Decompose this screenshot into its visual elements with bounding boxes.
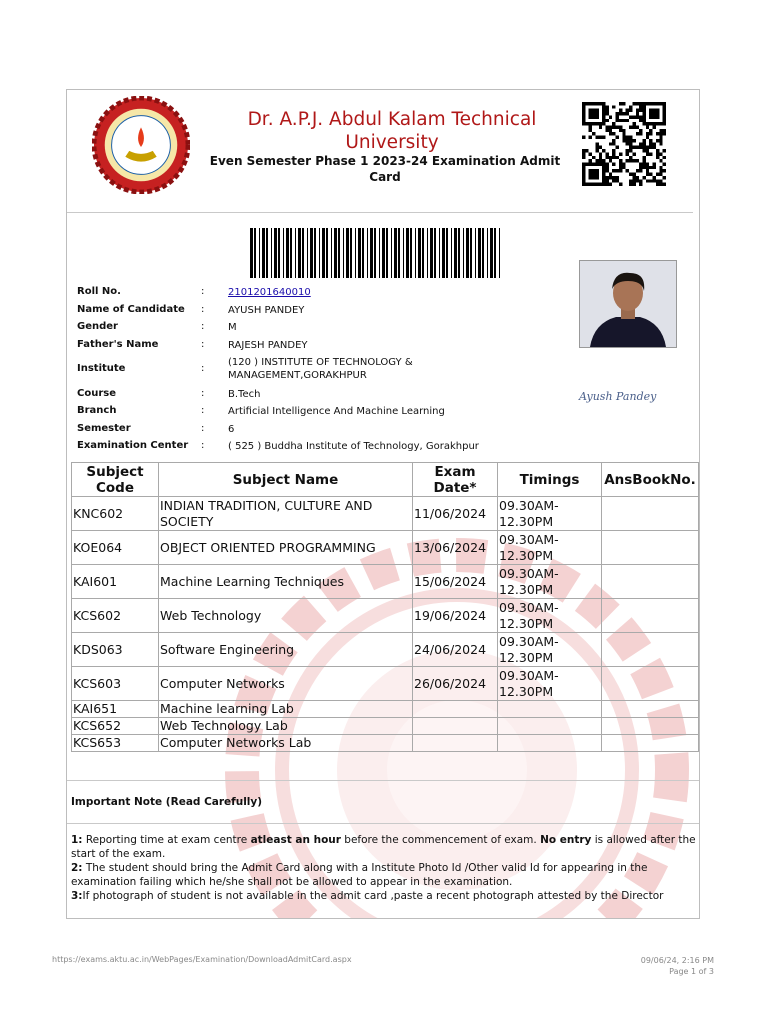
exam-timing: 09.30AM-12.30PM: [498, 565, 602, 599]
roll-no-link[interactable]: 2101201640010: [228, 287, 311, 298]
col-timings: Timings: [498, 463, 602, 497]
note-divider: [67, 823, 700, 824]
exam-date: [413, 735, 498, 752]
subject-name: INDIAN TRADITION, CULTURE AND SOCIETY: [159, 497, 413, 531]
candidate-name-value: AYUSH PANDEY: [228, 305, 305, 316]
colon: :: [201, 405, 205, 416]
candidate-signature: Ayush Pandey: [579, 390, 657, 403]
semester-value: 6: [228, 424, 235, 435]
candidate-photo: [579, 260, 677, 348]
note-emphasis: No entry: [540, 834, 592, 846]
subject-name: Web Technology Lab: [159, 718, 413, 735]
note-2: [71, 861, 697, 889]
roll-barcode: [248, 228, 506, 278]
important-note-heading: Important Note (Read Carefully): [71, 796, 263, 808]
note-text: is allowed after the start of the exam.: [71, 834, 696, 860]
father-name-label: Father's Name: [77, 339, 159, 350]
note-3: [71, 889, 697, 903]
exam-date: [413, 701, 498, 718]
table-header-row: [72, 463, 699, 497]
institute-value: (120 ) INSTITUTE OF TECHNOLOGY & MANAGEMENT,GORAKHPUR: [228, 357, 413, 381]
subject-code: KOE064: [72, 531, 159, 565]
subject-code: KCS603: [72, 667, 159, 701]
colon: :: [201, 440, 205, 451]
father-name-value: RAJESH PANDEY: [228, 340, 308, 351]
ansbook-no: [602, 531, 699, 565]
university-name: Dr. A.P.J. Abdul Kalam Technical University: [247, 109, 537, 153]
colon: :: [201, 363, 205, 374]
ansbook-no: [602, 701, 699, 718]
university-logo: [92, 96, 190, 194]
subject-code: KNC602: [72, 497, 159, 531]
important-notes: [71, 833, 697, 903]
exam-date: 15/06/2024: [413, 565, 498, 599]
exam-date: 26/06/2024: [413, 667, 498, 701]
subject-code: KCS653: [72, 735, 159, 752]
table-row: [72, 718, 699, 735]
subject-code: KDS063: [72, 633, 159, 667]
subject-name: Software Engineering: [159, 633, 413, 667]
exam-timing: [498, 735, 602, 752]
ansbook-no: [602, 633, 699, 667]
subject-name: Machine Learning Techniques: [159, 565, 413, 599]
colon: :: [201, 321, 205, 332]
ansbook-no: [602, 565, 699, 599]
page-number: Page 1 of 3: [669, 967, 714, 976]
exam-date: [413, 718, 498, 735]
course-value: B.Tech: [228, 389, 261, 400]
exam-timing: 09.30AM-12.30PM: [498, 497, 602, 531]
subject-code: KAI651: [72, 701, 159, 718]
exam-date: 24/06/2024: [413, 633, 498, 667]
exam-timing: 09.30AM-12.30PM: [498, 667, 602, 701]
exam-timing: 09.30AM-12.30PM: [498, 599, 602, 633]
col-subject-code: Subject Code: [72, 463, 159, 497]
roll-no-label: Roll No.: [77, 286, 121, 297]
col-exam-date: Exam Date*: [413, 463, 498, 497]
ansbook-no: [602, 497, 699, 531]
ansbook-no: [602, 735, 699, 752]
table-row: [72, 599, 699, 633]
table-row: [72, 633, 699, 667]
admit-card: [66, 89, 700, 919]
colon: :: [201, 286, 205, 297]
table-row: [72, 735, 699, 752]
subject-code: KAI601: [72, 565, 159, 599]
note-text: before the commencement of exam.: [340, 834, 541, 846]
colon: :: [201, 339, 205, 350]
subjects-table: [71, 462, 699, 752]
exam-title: Even Semester Phase 1 2023-24 Examination Admit Card: [209, 154, 561, 184]
institute-label: Institute: [77, 363, 126, 374]
table-divider: [67, 780, 700, 781]
gender-label: Gender: [77, 321, 118, 332]
note-emphasis: atleast an hour: [250, 834, 341, 846]
note-1: [71, 833, 697, 861]
note-text: If photograph of student is not available in the admit card ,paste a recent photograph attested by the Director: [82, 890, 664, 902]
subject-code: KCS602: [72, 599, 159, 633]
note-number: 2:: [71, 862, 83, 874]
exam-center-value: ( 525 ) Buddha Institute of Technology, Gorakhpur: [228, 441, 479, 452]
exam-timing: [498, 718, 602, 735]
branch-label: Branch: [77, 405, 117, 416]
table-row: [72, 531, 699, 565]
exam-date: 11/06/2024: [413, 497, 498, 531]
subject-name: OBJECT ORIENTED PROGRAMMING: [159, 531, 413, 565]
col-ansbook: AnsBookNo.: [602, 463, 699, 497]
gender-value: M: [228, 322, 237, 333]
subject-code: KCS652: [72, 718, 159, 735]
subject-name: Machine learning Lab: [159, 701, 413, 718]
branch-value: Artificial Intelligence And Machine Learning: [228, 406, 445, 417]
col-subject-name: Subject Name: [159, 463, 413, 497]
colon: :: [201, 304, 205, 315]
exam-timing: 09.30AM-12.30PM: [498, 531, 602, 565]
table-row: [72, 667, 699, 701]
exam-timing: [498, 701, 602, 718]
ansbook-no: [602, 599, 699, 633]
table-row: [72, 497, 699, 531]
exam-center-label: Examination Center: [77, 440, 189, 451]
qr-code: [579, 102, 669, 186]
note-text: The student should bring the Admit Card along with a Institute Photo Id /Other valid Id for appearing in the examination failing which he/she shall not be allowed to appear in the examination.: [71, 862, 648, 888]
table-row: [72, 701, 699, 718]
exam-date: 13/06/2024: [413, 531, 498, 565]
ansbook-no: [602, 667, 699, 701]
subject-name: Web Technology: [159, 599, 413, 633]
subject-name: Computer Networks: [159, 667, 413, 701]
ansbook-no: [602, 718, 699, 735]
page-url: https://exams.aktu.ac.in/WebPages/Examination/DownloadAdmitCard.aspx: [52, 955, 352, 964]
colon: :: [201, 388, 205, 399]
colon: :: [201, 423, 205, 434]
table-row: [72, 565, 699, 599]
note-number: 1:: [71, 834, 83, 846]
course-label: Course: [77, 388, 116, 399]
subject-name: Computer Networks Lab: [159, 735, 413, 752]
print-datetime: 09/06/24, 2:16 PM: [640, 956, 714, 965]
note-text: Reporting time at exam centre: [82, 834, 251, 846]
candidate-name-label: Name of Candidate: [77, 304, 185, 315]
semester-label: Semester: [77, 423, 131, 434]
note-number: 3:: [71, 890, 83, 902]
header-divider: [67, 212, 693, 213]
exam-date: 19/06/2024: [413, 599, 498, 633]
print-info: [641, 955, 714, 977]
exam-timing: 09.30AM-12.30PM: [498, 633, 602, 667]
